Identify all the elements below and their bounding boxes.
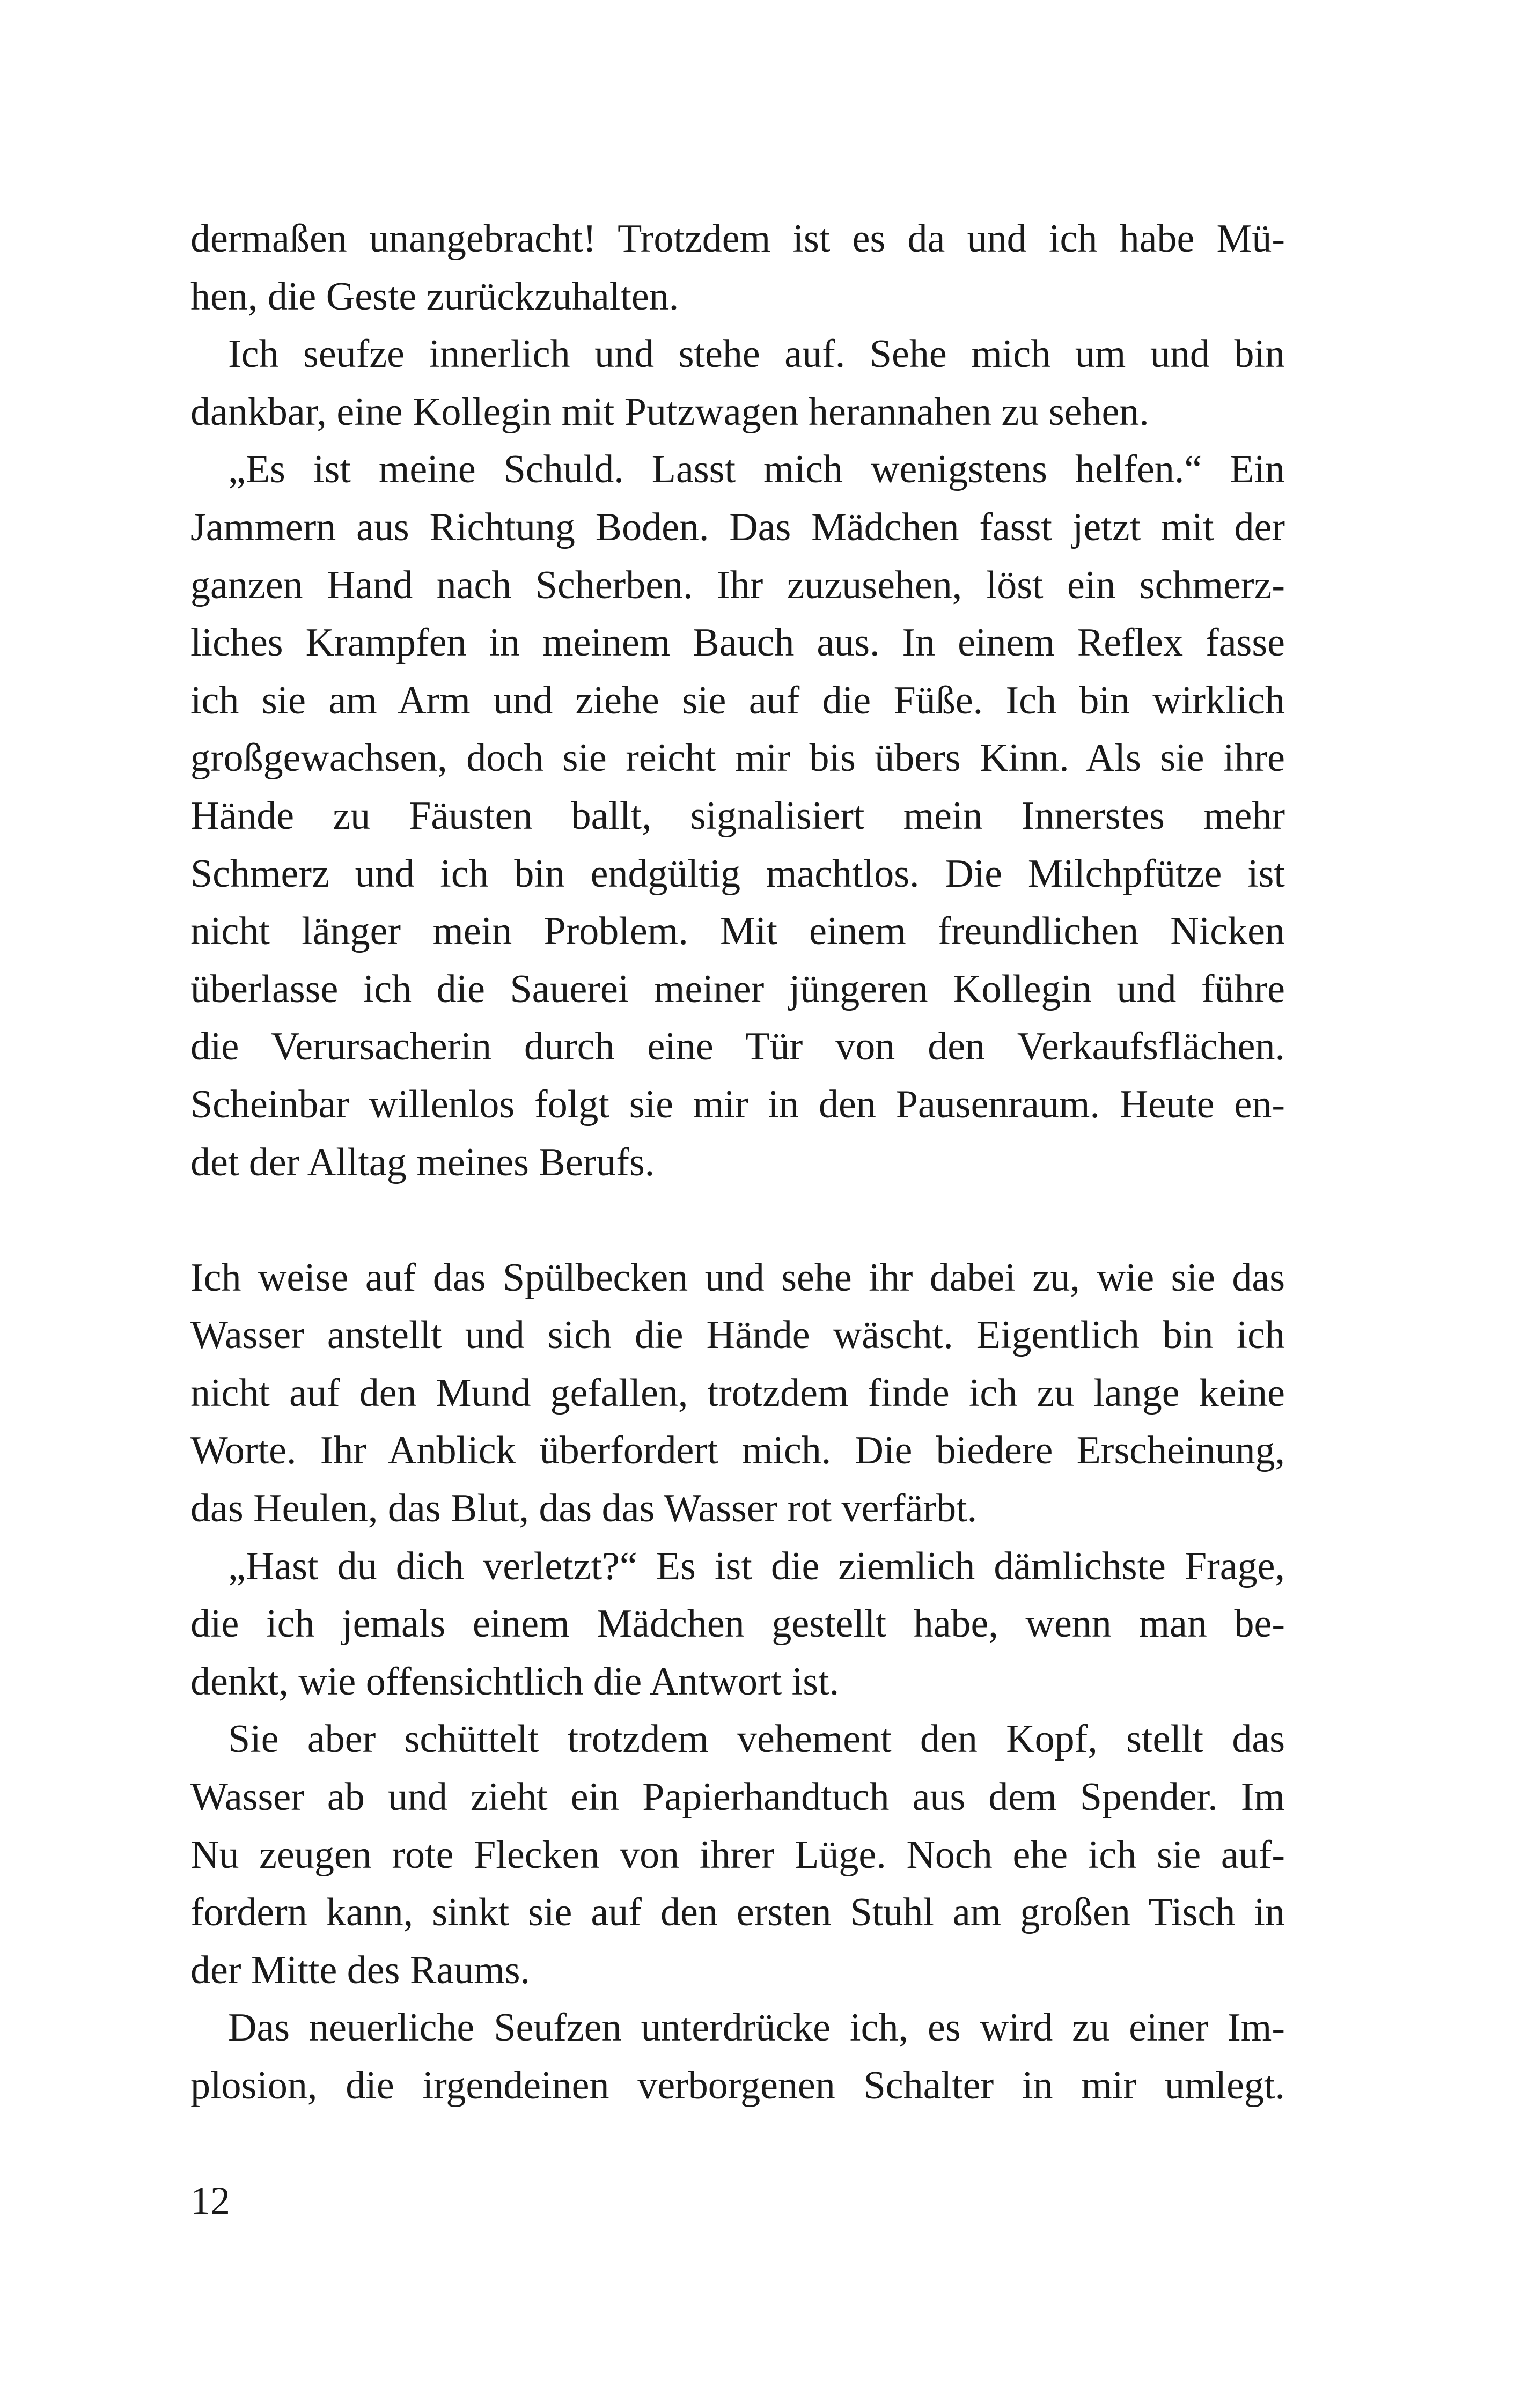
text-line: das Heulen, das Blut, das das Wasser rot verfärbt. [190,1486,978,1531]
text-line: dermaßen unangebracht! Trotzdem ist es da und ich habe Mü- [190,217,1285,261]
text-line: Jammern aus Richtung Boden. Das Mädchen fasst jetzt mit der [190,505,1285,549]
text-line: nicht länger mein Problem. Mit einem freundlichen Nicken [190,909,1285,954]
text-line: dankbar, eine Kollegin mit Putzwagen herannahen zu sehen. [190,389,1149,434]
text-line: „Hast du dich verletzt?“ Es ist die ziemlich dämlichste Frage, [228,1544,1285,1588]
text-line: Hände zu Fäusten ballt, signalisiert mein Innerstes mehr [190,793,1285,838]
text-line: Sie aber schüttelt trotzdem vehement den Kopf, stellt das [228,1717,1285,1762]
text-line: hen, die Geste zurückzuhalten. [190,274,679,319]
text-line: Wasser ab und zieht ein Papierhandtuch aus dem Spender. Im [190,1775,1285,1820]
section-break [190,1191,1285,1249]
text-line: ganzen Hand nach Scherben. Ihr zuzusehen, löst ein schmerz- [190,563,1285,607]
text-line: denkt, wie offensichtlich die Antwort ist. [190,1659,840,1704]
text-line: fordern kann, sinkt sie auf den ersten Stuhl am großen Tisch in [190,1890,1285,1935]
text-line: „Es ist meine Schuld. Lasst mich wenigstens helfen.“ Ein [228,447,1285,492]
text-line: ich sie am Arm und ziehe sie auf die Füße. Ich bin wirklich [190,678,1285,723]
text-line: Das neuerliche Seufzen unterdrücke ich, es wird zu einer Im- [228,2006,1285,2050]
text-line: Nu zeugen rote Flecken von ihrer Lüge. Noch ehe ich sie auf- [190,1832,1285,1877]
text-line: Schmerz und ich bin endgültig machtlos. Die Milchpfütze ist [190,851,1285,896]
text-line: großgewachsen, doch sie reicht mir bis übers Kinn. Als sie ihre [190,736,1285,780]
text-line: det der Alltag meines Berufs. [190,1140,655,1184]
text-line: Ich weise auf das Spülbecken und sehe ihr dabei zu, wie sie das [190,1255,1285,1300]
text-line: Ich seufze innerlich und stehe auf. Sehe mich um und bin [228,332,1285,377]
text-line: nicht auf den Mund gefallen, trotzdem finde ich zu lange keine [190,1371,1285,1415]
text-line: Wasser anstellt und sich die Hände wäscht. Eigentlich bin ich [190,1313,1285,1358]
text-line: der Mitte des Raums. [190,1948,531,1992]
text-line: Worte. Ihr Anblick überfordert mich. Die biedere Erscheinung, [190,1428,1285,1473]
text-line: plosion, die irgendeinen verborgenen Schalter in mir umlegt. [190,2064,1285,2108]
text-line: liches Krampfen in meinem Bauch aus. In einem Reflex fasse [190,621,1285,665]
text-line: Scheinbar willenlos folgt sie mir in den Pausenraum. Heute en- [190,1082,1285,1126]
body-text [190,210,1285,2115]
text-line: überlasse ich die Sauerei meiner jüngeren Kollegin und führe [190,967,1285,1011]
text-line: die Verursacherin durch eine Tür von den Verkaufsflächen. [190,1025,1285,1069]
text-line: die ich jemals einem Mädchen gestellt habe, wenn man be- [190,1602,1285,1646]
page-number: 12 [190,2179,230,2223]
